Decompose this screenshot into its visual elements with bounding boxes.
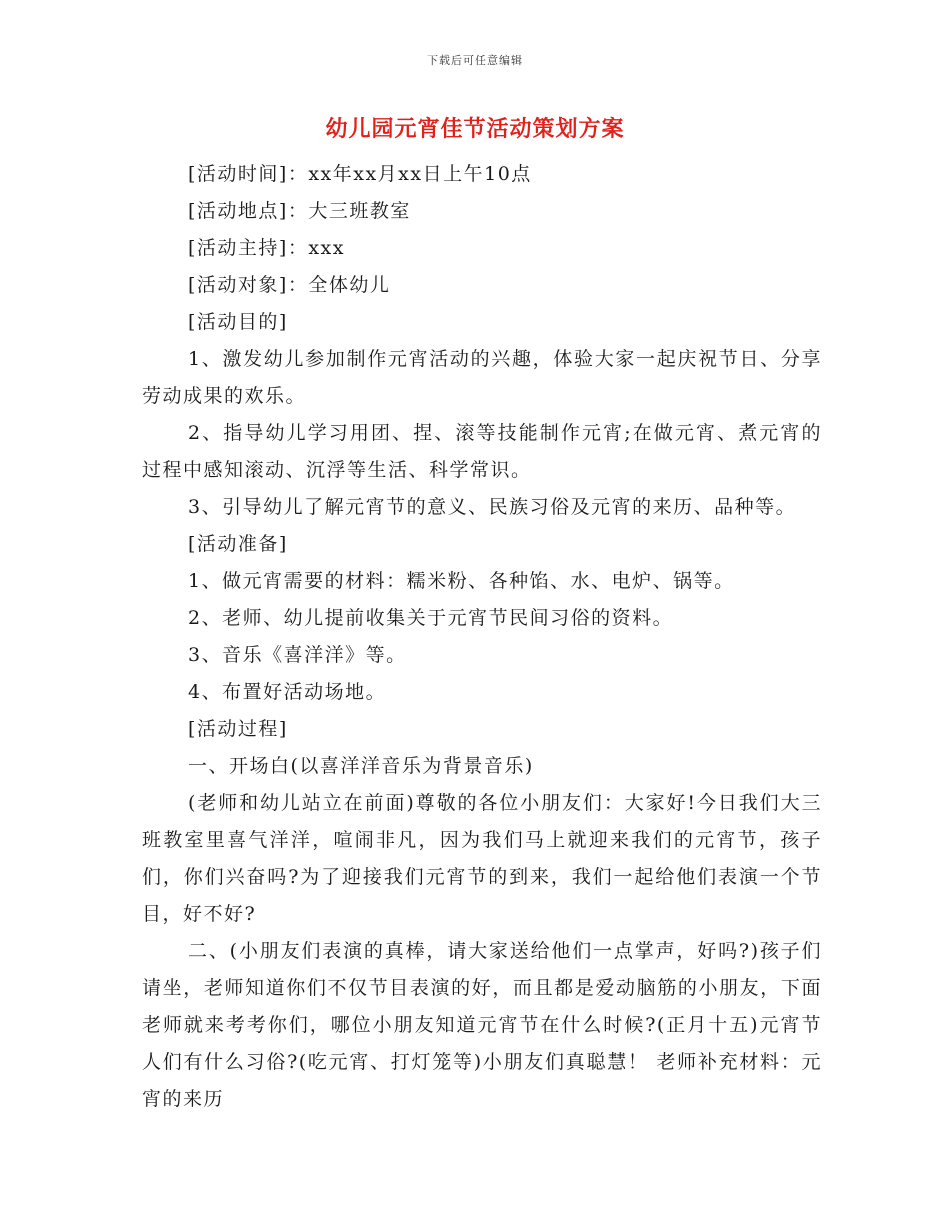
heading-activity-process: [活动过程] [188,718,288,740]
paragraph-activity-audience: [活动对象]：全体幼儿 [188,274,391,296]
paragraph-process-opening: 一、开场白(以喜洋洋音乐为背景音乐) [188,755,534,777]
document-title: 幼儿园元宵佳节活动策划方案 [325,116,625,142]
paragraph-process-speech: (老师和幼儿站立在前面)尊敬的各位小朋友们：大家好!今日我们大三班教室里喜气洋洋，喧闹非凡，因为我们马上就迎来我们的元宵节，孩子们，你们兴奋吗?为了迎接我们元宵节的到来，我们一起给他们表演一个节目，好不好? [142,792,822,925]
paragraph-activity-host: [活动主持]：xxx [188,237,345,259]
document-body [142,156,822,1118]
paragraph-prep-1: 1、做元宵需要的材料：糯米粉、各种馅、水、电炉、锅等。 [188,570,735,592]
heading-activity-preparation: [活动准备] [188,533,288,555]
paragraph-activity-time: [活动时间]：xx年xx月xx日上午10点 [188,163,532,185]
paragraph-activity-location: [活动地点]：大三班教室 [188,200,411,222]
heading-activity-goals: [活动目的] [188,311,288,333]
paragraph-goal-3: 3、引导幼儿了解元宵节的意义、民族习俗及元宵的来历、品种等。 [188,496,797,518]
paragraph-goal-2: 2、指导幼儿学习用团、捏、滚等技能制作元宵;在做元宵、煮元宵的过程中感知滚动、沉浮等生活、科学常识。 [142,422,822,481]
paragraph-process-quiz: 二、(小朋友们表演的真棒，请大家送给他们一点掌声，好吗?)孩子们请坐，老师知道你们不仅节目表演的好，而且都是爱动脑筋的小朋友，下面老师就来考考你们，哪位小朋友知道元宵节在什么时候?(正月十五)元宵节人们有什么习俗?(吃元宵、打灯笼等)小朋友们真聪慧！ 老师补充材料：元宵的来历 [142,940,822,1110]
header-note: 下载后可任意编辑 [427,54,523,67]
paragraph-prep-2: 2、老师、幼儿提前收集关于元宵节民间习俗的资料。 [188,607,674,629]
paragraph-prep-3: 3、音乐《喜洋洋》等。 [188,644,407,666]
paragraph-goal-1: 1、激发幼儿参加制作元宵活动的兴趣，体验大家一起庆祝节日、分享劳动成果的欢乐。 [142,348,822,407]
paragraph-prep-4: 4、布置好活动场地。 [188,681,387,703]
